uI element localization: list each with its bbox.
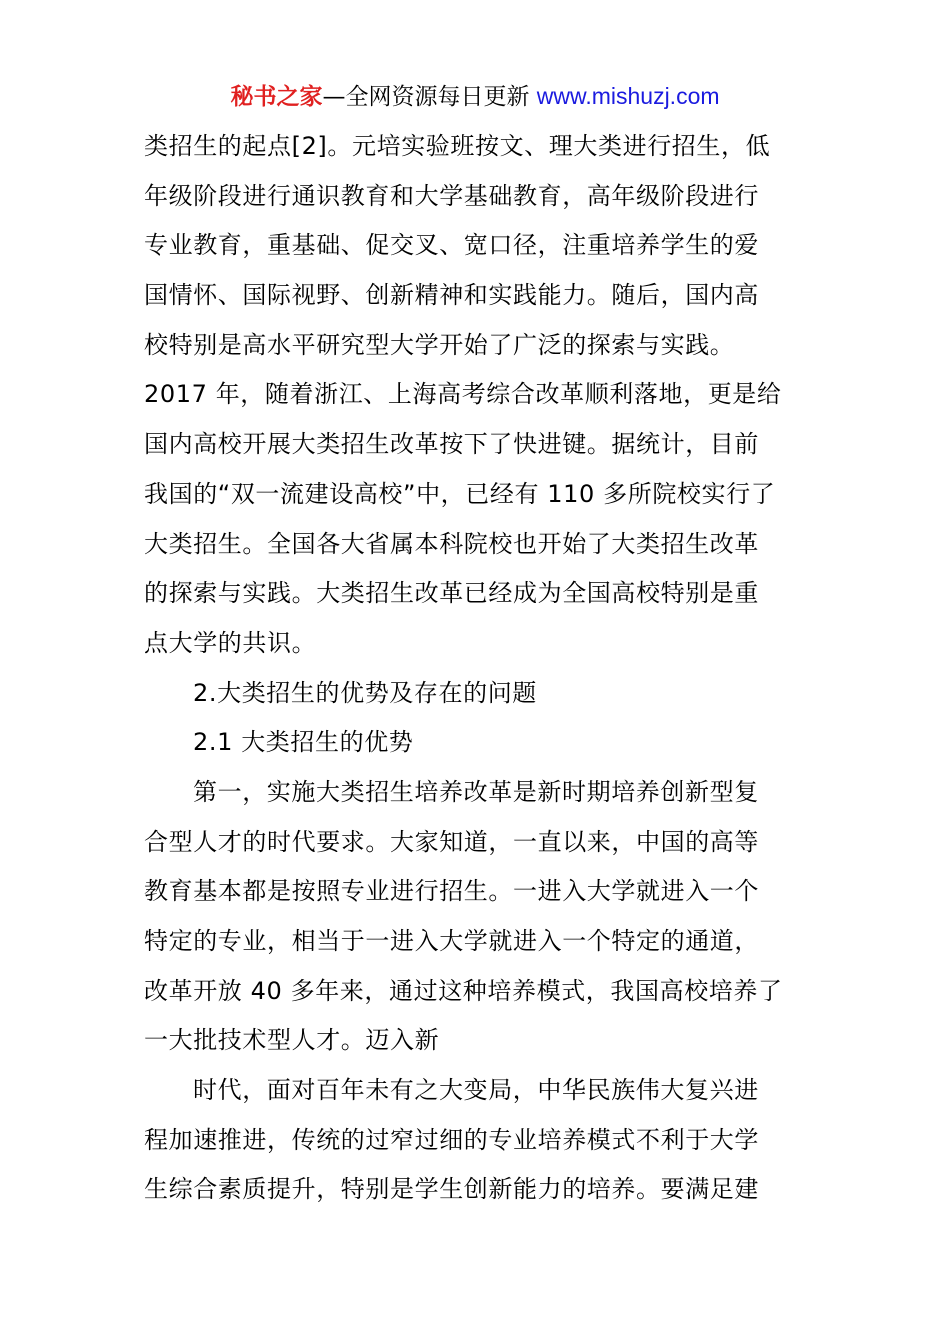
text-line: 点大学的共识。: [144, 628, 317, 657]
site-header: [0, 80, 950, 113]
site-tagline: —全网资源每日更新: [322, 84, 537, 110]
text-line: 2017 年，随着浙江、上海高考综合改革顺利落地，更是给: [144, 380, 782, 409]
text-line: 合型人才的时代要求。大家知道，一直以来，中国的高等: [144, 827, 759, 856]
text-line: 校特别是高水平研究型大学开始了广泛的探索与实践。: [144, 330, 735, 359]
text-line: 生综合素质提升，特别是学生创新能力的培养。要满足建: [144, 1175, 759, 1204]
text-line: 一大批技术型人才。迈入新: [144, 1026, 440, 1055]
text-line: 改革开放 40 多年来，通过这种培养模式，我国高校培养了: [144, 976, 783, 1005]
section-heading: 2.大类招生的优势及存在的问题: [193, 678, 537, 707]
subsection-heading: 2.1 大类招生的优势: [193, 728, 414, 757]
document-body: [144, 122, 824, 1215]
text-line: 国情怀、国际视野、创新精神和实践能力。随后，国内高: [144, 281, 759, 310]
paragraph-first-line: 时代，面对百年未有之大变局，中华民族伟大复兴进: [193, 1076, 759, 1105]
text-line: 专业教育，重基础、促交叉、宽口径，注重培养学生的爱: [144, 231, 759, 260]
text-line: 国内高校开展大类招生改革按下了快进键。据统计，目前: [144, 430, 759, 459]
text-line: 大类招生。全国各大省属本科院校也开始了大类招生改革: [144, 529, 759, 558]
text-line: 特定的专业，相当于一进入大学就进入一个特定的通道，: [144, 927, 759, 955]
site-brand: 秘书之家: [230, 84, 323, 110]
text-line: 年级阶段进行通识教育和大学基础教育，高年级阶段进行: [144, 181, 759, 210]
text-line: 我国的“双一流建设高校”中，已经有 110 多所院校实行了: [144, 479, 776, 508]
text-line: 教育基本都是按照专业进行招生。一进入大学就进入一个: [144, 877, 759, 906]
text-line: 类招生的起点[2]。元培实验班按文、理大类进行招生，低: [144, 132, 771, 160]
site-url-link[interactable]: www.mishuzj.com: [536, 83, 720, 109]
paragraph-first-line: 第一，实施大类招生培养改革是新时期培养创新型复: [193, 777, 759, 806]
text-line: 程加速推进，传统的过窄过细的专业培养模式不利于大学: [144, 1125, 759, 1154]
text-line: 的探索与实践。大类招生改革已经成为全国高校特别是重: [144, 579, 759, 608]
